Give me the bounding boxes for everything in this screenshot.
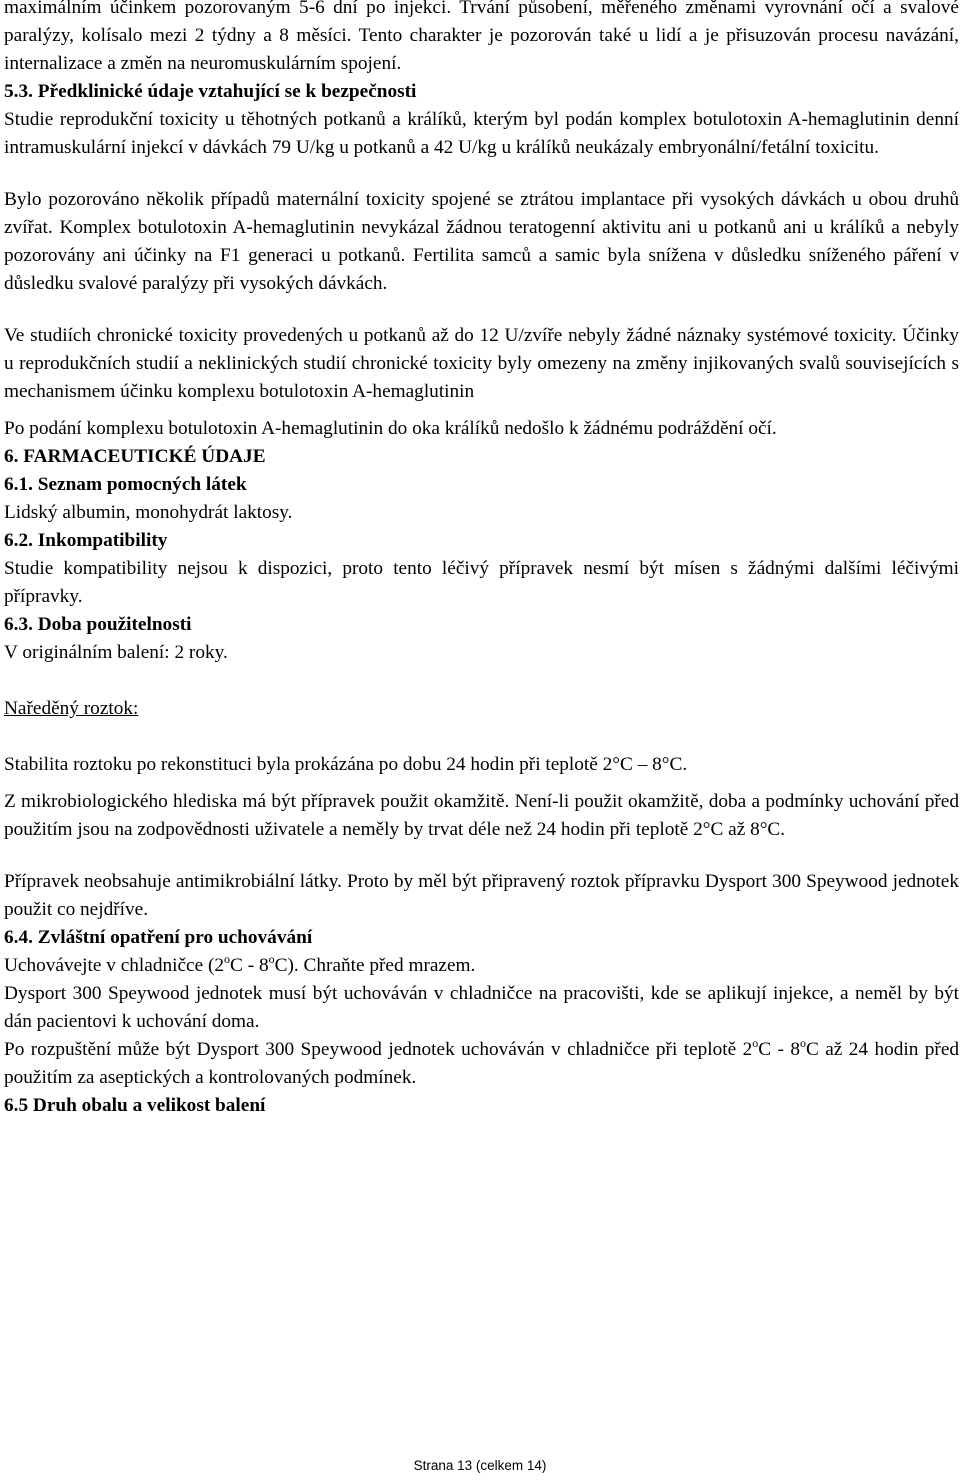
section-5-3-heading: 5.3. Předklinické údaje vztahující se k bezpečnosti [4, 81, 417, 102]
diluted-solution-label: Naředěný roztok: [4, 698, 139, 719]
section-5-3-paragraph-3: Ve studiích chronické toxicity provedených u potkanů až do 12 U/zvíře nebyly žádné náznaky systémové toxicity. Účinky u reprodukčních studií a neklinických studií chronické toxicity byly omezeny na změny injikovaných svalů souvisejících s mechanismem účinku komplexu botulotoxin A-hemaglutinin [4, 325, 959, 402]
reconstituted-text-c: C až 24 hodin před použitím za aseptických a kontrolovaných podmínek. [4, 1039, 960, 1088]
section-6-4-storage-line [4, 952, 959, 980]
section-6-4-paragraph-3 [4, 1036, 959, 1092]
section-6-1-text: Lidský albumin, monohydrát laktosy. [4, 502, 293, 523]
section-5-3-paragraph-1: Studie reprodukční toxicity u těhotných potkanů a králíků, kterým byl podán komplex botulotoxin A-hemaglutinin denní intramuskulární injekcí v dávkách 79 U/kg u potkanů a 42 U/kg u králíků neukázaly embryonální/fetální toxicitu. [4, 109, 959, 158]
page-footer: Strana 13 (celkem 14) [413, 1458, 547, 1473]
continuation-paragraph: maximálním účinkem pozorovaným 5-6 dní po injekci. Trvání působení, měřeného změnami vyrovnání očí a svalové paralýzy, kolísalo mezi 2 týdny a 8 měsíci. Tento charakter je pozorován také u lidí a je přisuzován procesu navázání, internalizace a změn na neuromuskulárním spojení. [4, 0, 959, 74]
section-6-2-text: Studie kompatibility nejsou k dispozici, proto tento léčivý přípravek nesmí být mísen s žádnými dalšími léčivými přípravky. [4, 558, 959, 607]
reconstituted-text-a: Po rozpuštění může být Dysport 300 Speywood jednotek uchováván v chladničce při teplotě 2 [4, 1039, 753, 1060]
storage-text-b: C - 8 [230, 955, 269, 976]
section-6-1-heading: 6.1. Seznam pomocných látek [4, 474, 247, 495]
degree-superscript: o [224, 952, 231, 966]
diluted-solution-paragraph-2: Z mikrobiologického hlediska má být přípravek použit okamžitě. Není-li použit okamžitě, doba a podmínky uchování před použitím jsou na zodpovědnosti uživatele a neměly by trvat déle než 24 hodin při teplotě 2°C až 8°C. [4, 791, 959, 840]
diluted-solution-paragraph-1: Stabilita roztoku po rekonstituci byla prokázána po dobu 24 hodin při teplotě 2°C – 8°C. [4, 754, 688, 775]
section-6-4-heading: 6.4. Zvláštní opatření pro uchovávání [4, 927, 313, 948]
degree-superscript: o [268, 952, 275, 966]
reconstituted-text-b: C - 8 [758, 1039, 800, 1060]
section-6-5-heading: 6.5 Druh obalu a velikost balení [4, 1095, 266, 1116]
section-6-2-heading: 6.2. Inkompatibility [4, 530, 168, 551]
storage-text-a: Uchovávejte v chladničce (2 [4, 955, 225, 976]
document-page [4, 0, 959, 1120]
section-5-3-paragraph-4: Po podání komplexu botulotoxin A-hemaglutinin do oka králíků nedošlo k žádnému podráždění očí. [4, 418, 777, 439]
section-6-3-heading: 6.3. Doba použitelnosti [4, 614, 192, 635]
section-5-3-paragraph-2: Bylo pozorováno několik případů maternální toxicity spojené se ztrátou implantace při vysokých dávkách u obou druhů zvířat. Komplex botulotoxin A-hemaglutinin nevykázal žádnou teratogenní aktivitu ani u potkanů ani u králíků a nebyly pozorovány ani účinky na F1 generaci u potkanů. Fertilita samců a samic byla snížena v důsledku sníženého páření v důsledku svalové paralýzy při vysokých dávkách. [4, 189, 959, 294]
section-6-4-paragraph-2: Dysport 300 Speywood jednotek musí být uchováván v chladničce na pracovišti, kde se aplikují injekce, a neměl by být dán pacientovi k uchování doma. [4, 983, 959, 1032]
storage-text-c: C). Chraňte před mrazem. [274, 955, 476, 976]
degree-superscript: o [799, 1036, 806, 1050]
section-6-heading: 6. FARMACEUTICKÉ ÚDAJE [4, 446, 266, 467]
diluted-solution-paragraph-3: Přípravek neobsahuje antimikrobiální látky. Proto by měl být připravený roztok přípravku Dysport 300 Speywood jednotek použit co nejdříve. [4, 871, 959, 920]
section-6-3-text: V originálním balení: 2 roky. [4, 642, 228, 663]
degree-superscript: o [752, 1036, 759, 1050]
